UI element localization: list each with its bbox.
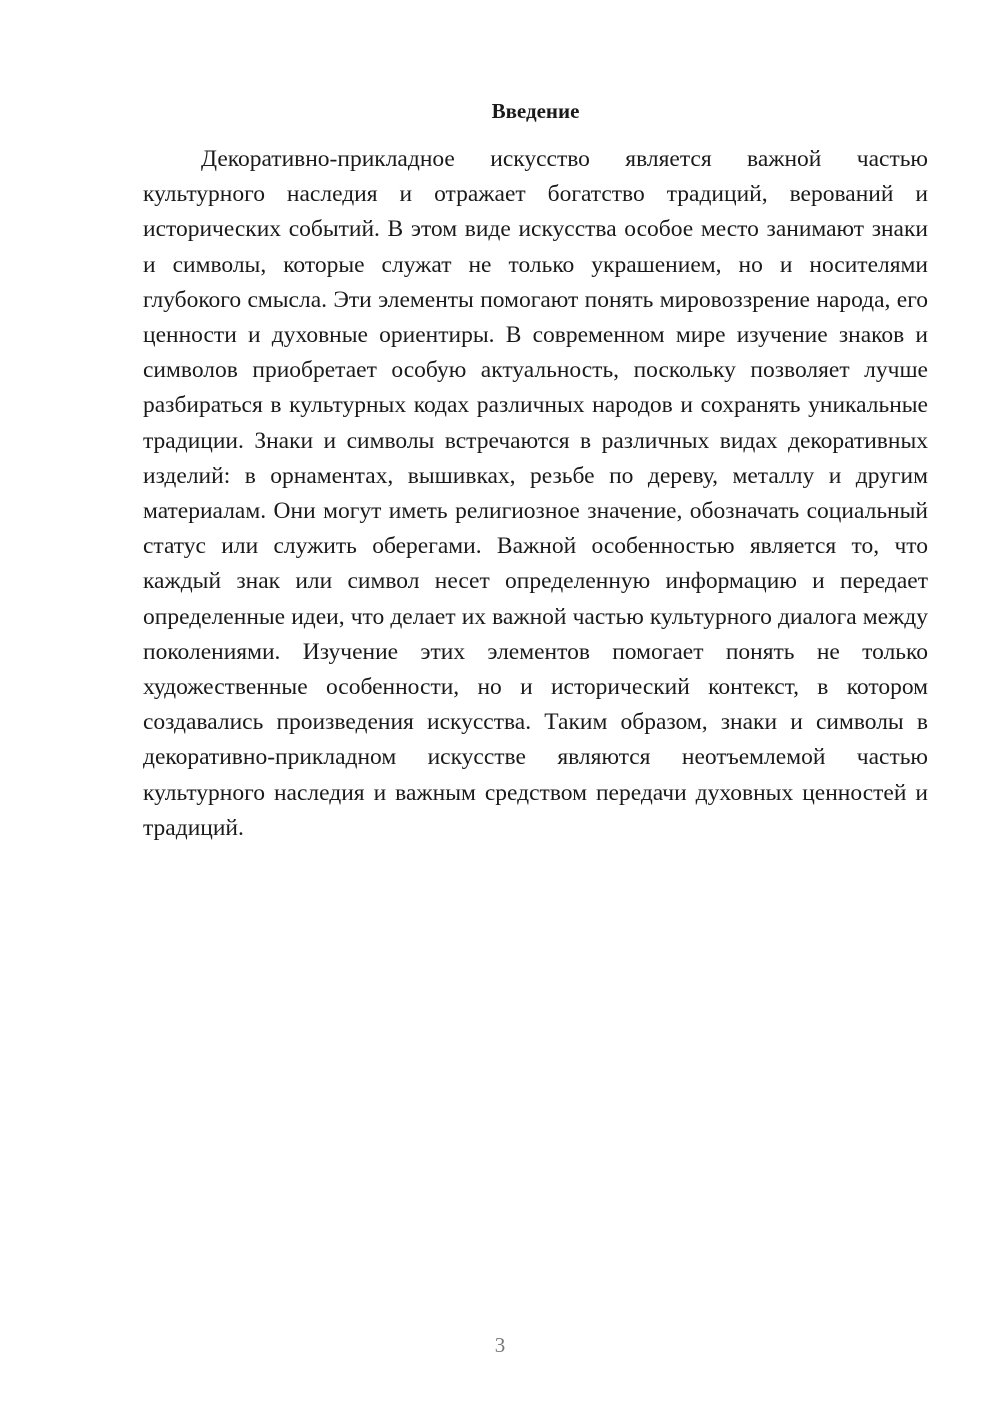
body-paragraph: Декоративно-прикладное искусство является важной частью культурного наследия и отражает богатство традиций, верований и исторических событий. В этом виде искусства особое место занимают знаки и символы, которые служат не только украшением, но и носителями глубокого смысла. Эти элементы помогают понять мировоззрение народа, его ценности и духовные ориентиры. В современном мире изучение знаков и символов приобретает особую актуальность, поскольку позволяет лучше разбираться в культурных кодах различных народов и сохранять уникальные традиции. Знаки и символы встречаются в различных видах декоративных изделий: в орнаментах, вышивках, резьбе по дереву, металлу и другим материалам. Они могут иметь религиозное значение, обозначать социальный статус или служить оберегами. Важной особенностью является то, что каждый знак или символ несет определенную информацию и передает определенные идеи, что делает их важной частью культурного диалога между поколениями. Изучение этих элементов помогает понять не только художественные особенности, но и исторический контекст, в котором создавались произведения искусства. Таким образом, знаки и символы в декоративно-прикладном искусстве являются неотъемлемой частью культурного наследия и важным средством передачи духовных ценностей и традиций. bbox=[143, 146, 928, 841]
page-number: 3 bbox=[494, 1333, 506, 1357]
section-heading: Введение bbox=[491, 99, 580, 123]
